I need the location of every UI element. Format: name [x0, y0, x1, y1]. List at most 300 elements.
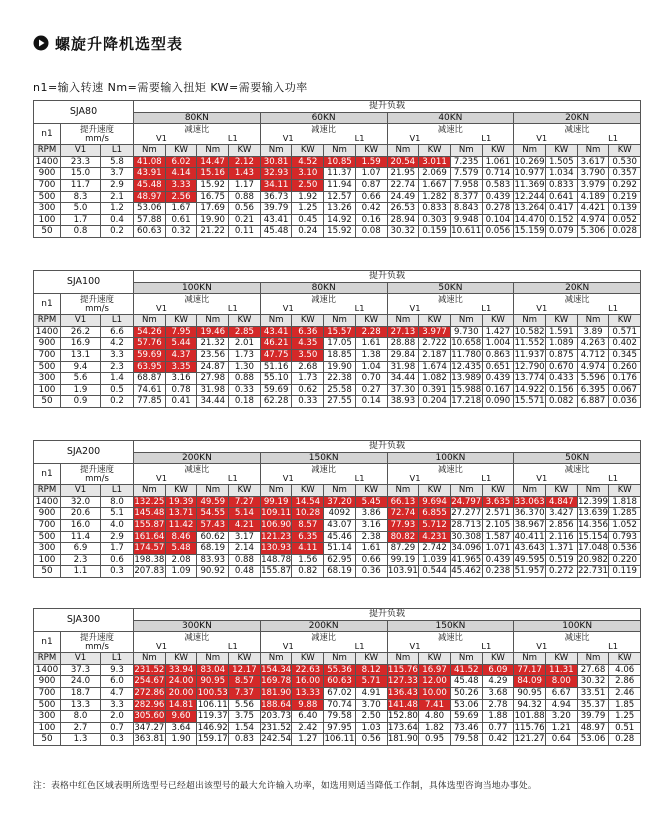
value-cell: 4.974	[577, 361, 609, 373]
value-cell: 90.92	[197, 566, 229, 578]
col-l1: L1	[101, 653, 134, 665]
ratio-text: 减速比	[437, 464, 463, 475]
value-cell: 2.722	[419, 338, 451, 350]
rpm-value: 300	[34, 543, 61, 555]
speed-v1: 20.6	[61, 508, 101, 520]
table-sja100	[33, 270, 640, 408]
col-l1: L1	[101, 315, 134, 327]
speed-label	[61, 124, 134, 145]
col-kw: KW	[229, 485, 261, 497]
highlighted-cell: 24.00	[165, 676, 197, 688]
value-cell: 0.82	[292, 566, 324, 578]
highlighted-cell: 9.60	[165, 711, 197, 723]
highlighted-cell: 57.76	[134, 338, 166, 350]
value-cell: 159.17	[197, 734, 228, 745]
value-cell: 3.89	[577, 326, 609, 338]
ratio-label	[260, 464, 387, 485]
ratio-l1: L1	[481, 641, 492, 652]
ratio-label	[134, 294, 261, 315]
highlighted-cell: 77.17	[514, 664, 546, 676]
col-nm: Nm	[324, 315, 356, 327]
value-cell: 49.595	[514, 554, 545, 565]
highlighted-cell: 99.19	[260, 496, 292, 508]
speed-l1: 0.7	[101, 722, 134, 734]
page-title: 螺旋升降机选型表	[55, 34, 184, 53]
value-cell: 10.582	[514, 326, 545, 337]
speed-l1: 0.6	[101, 554, 134, 566]
value-cell: 31.98	[387, 361, 419, 373]
col-kw: KW	[482, 653, 514, 665]
value-cell: 1.082	[419, 373, 451, 385]
value-cell: 45.48	[260, 226, 292, 238]
col-kw: KW	[229, 145, 261, 157]
load-value: 20KN	[514, 282, 641, 294]
value-cell: 43.41	[260, 214, 292, 226]
n1-label: n1	[34, 124, 61, 145]
highlighted-cell: 63.95	[134, 361, 166, 373]
value-cell: 39.79	[260, 203, 292, 215]
speed-v1: 23.3	[61, 156, 101, 168]
value-cell: 17.218	[451, 396, 482, 407]
value-cell: 0.875	[545, 349, 577, 361]
col-kw: KW	[545, 653, 577, 665]
highlighted-cell: 145.48	[134, 508, 165, 519]
highlighted-cell: 11.31	[545, 664, 577, 676]
ratio-l1: L1	[354, 473, 365, 484]
value-cell: 1.85	[609, 699, 641, 711]
value-cell: 10.977	[514, 168, 545, 179]
table-row	[34, 687, 641, 699]
value-cell: 0.544	[419, 566, 451, 578]
highlighted-cell: 14.81	[165, 699, 197, 711]
col-kw: KW	[165, 145, 197, 157]
highlighted-cell: 4.11	[292, 543, 324, 555]
value-cell: 0.11	[229, 226, 261, 238]
highlighted-cell: 2.85	[229, 326, 261, 338]
speed-v1: 8.3	[61, 191, 101, 203]
col-nm: Nm	[324, 145, 356, 157]
value-cell: 1.17	[229, 179, 261, 191]
value-cell: 0.42	[482, 734, 514, 746]
rpm-value: 300	[34, 373, 61, 385]
value-cell: 11.780	[451, 349, 482, 360]
speed-l1: 8.0	[101, 496, 134, 508]
value-cell: 12.244	[514, 191, 545, 202]
value-cell: 21.22	[197, 226, 229, 238]
speed-v1: 13.1	[61, 349, 101, 361]
value-cell: 2.105	[482, 519, 514, 531]
value-cell: 1.04	[355, 361, 387, 373]
value-cell: 1.674	[419, 361, 451, 373]
rpm-value: 700	[34, 179, 61, 191]
value-cell: 14.92	[324, 214, 356, 226]
value-cell: 7.958	[450, 179, 482, 191]
value-cell: 3.17	[229, 531, 261, 543]
ratio-v1: V1	[282, 303, 294, 314]
value-cell: 10.611	[451, 226, 482, 237]
value-cell: 14.356	[577, 519, 609, 530]
table-row	[34, 734, 641, 746]
value-cell: 43.643	[514, 543, 545, 554]
rpm-value: 300	[34, 203, 61, 215]
highlighted-cell: 3.011	[419, 156, 451, 168]
col-nm: Nm	[134, 653, 166, 665]
value-cell: 7.579	[450, 168, 482, 180]
rpm-value: 500	[34, 191, 61, 203]
value-cell: 0.66	[355, 191, 387, 203]
load-value: 80KN	[134, 112, 261, 124]
speed-v1: 37.3	[61, 664, 101, 676]
value-cell: 1.07	[355, 168, 387, 180]
value-cell: 6.395	[577, 384, 609, 396]
value-cell: 0.33	[292, 396, 324, 408]
value-cell: 3.617	[577, 156, 609, 168]
highlighted-cell: 46.21	[260, 338, 292, 350]
value-cell: 0.83	[229, 734, 261, 746]
value-cell: 5.306	[577, 226, 609, 238]
highlighted-cell: 4.231	[419, 531, 451, 543]
header-row	[34, 609, 641, 621]
value-cell: 0.439	[482, 554, 514, 566]
highlighted-cell: 4.52	[292, 156, 324, 168]
value-cell: 2.38	[355, 531, 387, 543]
ratio-label	[514, 294, 641, 315]
speed-l1: 3.7	[101, 168, 134, 180]
ratio-l1: L1	[354, 641, 365, 652]
speed-label	[61, 464, 134, 485]
value-cell: 74.61	[134, 384, 166, 396]
highlighted-cell: 33.063	[514, 496, 545, 507]
highlighted-cell: 3.10	[292, 168, 324, 180]
highlighted-cell: 7.37	[229, 687, 261, 699]
highlighted-cell: 5.14	[229, 508, 261, 520]
ratio-label	[134, 124, 261, 145]
ratio-label	[260, 632, 387, 653]
load-value: 20KN	[514, 112, 641, 124]
speed-l1: 2.0	[101, 711, 134, 723]
speed-v1: 11.4	[61, 531, 101, 543]
ratio-l1: L1	[481, 473, 492, 484]
speed-v1: 11.7	[61, 179, 101, 191]
value-cell: 53.06	[577, 734, 609, 746]
speed-l1: 5.8	[101, 156, 134, 168]
value-cell: 1.61	[355, 338, 387, 350]
value-cell: 68.19	[324, 566, 356, 578]
value-cell: 15.92	[197, 179, 229, 191]
table-row	[34, 543, 641, 555]
value-cell: 3.16	[355, 519, 387, 531]
highlighted-cell: 231.52	[134, 664, 165, 675]
table-row	[34, 664, 641, 676]
value-cell: 70.74	[324, 699, 356, 711]
value-cell: 27.98	[197, 373, 229, 385]
table-row	[34, 566, 641, 578]
table-row	[34, 508, 641, 520]
value-cell: 59.69	[450, 711, 482, 723]
table-row	[34, 519, 641, 531]
col-kw: KW	[419, 485, 451, 497]
highlighted-cell: 254.67	[134, 676, 165, 687]
value-cell: 12.435	[451, 361, 482, 372]
rpm-value: 1400	[34, 664, 61, 676]
value-cell: 0.090	[482, 396, 514, 408]
highlighted-cell: 132.25	[134, 496, 165, 507]
value-cell: 12.399	[577, 496, 609, 507]
col-kw: KW	[292, 485, 324, 497]
speed-l1: 4.7	[101, 687, 134, 699]
speed-v1: 18.7	[61, 687, 101, 699]
value-cell: 22.38	[324, 373, 356, 385]
highlighted-cell: 181.90	[261, 687, 292, 698]
value-cell: 3.86	[355, 508, 387, 520]
col-kw: KW	[355, 145, 387, 157]
table-row	[34, 179, 641, 191]
value-cell: 0.651	[482, 361, 514, 373]
value-cell: 2.571	[482, 508, 514, 520]
value-cell: 19.90	[197, 214, 229, 226]
value-cell: 1.285	[609, 508, 641, 520]
highlighted-cell: 109.11	[261, 508, 292, 519]
ratio-v1: V1	[156, 473, 167, 484]
col-rpm: RPM	[34, 653, 61, 665]
rpm-value: 300	[34, 711, 61, 723]
highlighted-cell: 136.43	[387, 687, 418, 698]
table-row	[34, 384, 641, 396]
highlighted-cell: 54.26	[134, 326, 166, 338]
load-value: 150KN	[387, 620, 514, 632]
highlighted-cell: 100.53	[197, 687, 228, 698]
highlighted-cell: 5.712	[419, 519, 451, 531]
value-cell: 6.40	[292, 711, 324, 723]
value-cell: 0.119	[609, 566, 641, 578]
value-cell: 5.56	[229, 699, 261, 711]
speed-l1: 0.5	[101, 384, 134, 396]
highlighted-cell: 188.64	[261, 699, 292, 710]
value-cell: 60.62	[197, 531, 229, 543]
load-value: 50KN	[514, 452, 641, 464]
model-name: SJA300	[34, 609, 134, 632]
ratio-v1: V1	[536, 303, 548, 314]
value-cell: 2.42	[292, 722, 324, 734]
value-cell: 6.67	[545, 687, 577, 699]
speed-v1: 13.3	[61, 699, 101, 711]
highlighted-cell: 2.12	[229, 156, 261, 168]
value-cell: 119.37	[197, 711, 228, 722]
highlighted-cell: 12.17	[229, 664, 261, 676]
load-value: 150KN	[260, 452, 387, 464]
value-cell: 0.14	[355, 396, 387, 408]
value-cell: 11.937	[514, 349, 545, 360]
value-cell: 19.90	[324, 361, 356, 373]
value-cell: 1.371	[545, 543, 577, 555]
table-row	[34, 338, 641, 350]
value-cell: 0.714	[482, 168, 514, 180]
speed-l1: 0.4	[101, 214, 134, 226]
table-row	[34, 156, 641, 168]
speed-v1: 5.6	[61, 373, 101, 385]
highlighted-cell: 155.87	[134, 519, 165, 530]
selection-table	[33, 440, 641, 578]
value-cell: 62.95	[324, 554, 356, 566]
highlighted-cell: 22.63	[292, 664, 324, 676]
speed-v1: 1.3	[61, 734, 101, 746]
load-value: 100KN	[514, 620, 641, 632]
value-cell: 1.052	[609, 519, 641, 531]
speed-unit: mm/s	[85, 641, 109, 652]
highlighted-cell: 6.855	[419, 508, 451, 520]
value-cell: 0.357	[609, 168, 641, 180]
table-row	[34, 203, 641, 215]
value-cell: 0.28	[609, 734, 641, 746]
highlighted-cell: 27.13	[387, 326, 419, 338]
value-cell: 4.94	[545, 699, 577, 711]
value-cell: 17.69	[197, 203, 229, 215]
col-nm: Nm	[577, 653, 609, 665]
value-cell: 13.639	[577, 508, 609, 519]
column-header-row	[34, 653, 641, 665]
speed-v1: 0.8	[61, 226, 101, 238]
value-cell: 28.713	[451, 519, 482, 530]
ratio-row	[34, 294, 641, 315]
ratio-l1: L1	[608, 641, 619, 652]
col-kw: KW	[355, 485, 387, 497]
value-cell: 68.87	[134, 373, 166, 385]
value-cell: 4.421	[577, 203, 609, 215]
value-cell: 2.68	[292, 361, 324, 373]
table-row	[34, 373, 641, 385]
highlighted-cell: 15.57	[324, 326, 356, 338]
ratio-v1: V1	[156, 641, 167, 652]
model-name: SJA80	[34, 101, 134, 124]
value-cell: 2.08	[165, 554, 197, 566]
load-value: 100KN	[387, 452, 514, 464]
selection-table	[33, 608, 641, 746]
value-cell: 34.44	[197, 396, 229, 408]
value-cell: 0.104	[482, 214, 514, 226]
value-cell: 0.345	[609, 349, 641, 361]
speed-v1: 26.2	[61, 326, 101, 338]
table-row	[34, 349, 641, 361]
highlighted-cell: 1.43	[229, 168, 261, 180]
highlighted-cell: 6.35	[292, 531, 324, 543]
speed-l1: 0.2	[101, 396, 134, 408]
value-cell: 0.536	[609, 543, 641, 555]
highlighted-cell: 7.41	[419, 699, 451, 711]
ratio-v1: V1	[409, 641, 421, 652]
value-cell: 0.88	[229, 191, 261, 203]
value-cell: 1.03	[355, 722, 387, 734]
value-cell: 0.204	[419, 396, 451, 408]
ratio-l1: L1	[227, 303, 238, 314]
col-kw: KW	[545, 485, 577, 497]
col-nm: Nm	[450, 315, 482, 327]
value-cell: 14.470	[514, 214, 545, 225]
value-cell: 0.530	[609, 156, 641, 168]
highlighted-cell: 5.48	[165, 543, 197, 555]
value-cell: 39.79	[577, 711, 609, 723]
value-cell: 207.83	[134, 566, 165, 577]
value-cell: 1.09	[165, 566, 197, 578]
value-cell: 37.30	[387, 384, 419, 396]
highlighted-cell: 49.59	[197, 496, 229, 508]
value-cell: 1.089	[545, 338, 577, 350]
table-row	[34, 214, 641, 226]
value-cell: 8.843	[450, 203, 482, 215]
highlighted-cell: 20.00	[165, 687, 197, 699]
highlighted-cell: 174.57	[134, 543, 165, 554]
value-cell: 0.21	[229, 214, 261, 226]
value-cell: 1.034	[545, 168, 577, 180]
value-cell: 0.219	[609, 191, 641, 203]
value-cell: 4.974	[577, 214, 609, 226]
highlighted-cell: 19.39	[165, 496, 197, 508]
header-row	[34, 271, 641, 283]
value-cell: 13.26	[324, 203, 356, 215]
col-nm: Nm	[260, 145, 292, 157]
speed-l1: 4.0	[101, 519, 134, 531]
value-cell: 0.77	[482, 722, 514, 734]
value-cell: 1.282	[419, 191, 451, 203]
value-cell: 30.32	[387, 226, 419, 238]
value-cell: 23.56	[197, 349, 229, 361]
speed-l1: 1.2	[101, 203, 134, 215]
col-kw: KW	[609, 653, 641, 665]
col-nm: Nm	[260, 485, 292, 497]
value-cell: 0.863	[482, 349, 514, 361]
value-cell: 0.88	[229, 373, 261, 385]
highlighted-cell: 141.48	[387, 699, 418, 710]
ratio-label	[514, 124, 641, 145]
ratio-l1: L1	[481, 303, 492, 314]
speed-v1: 24.0	[61, 676, 101, 688]
rpm-value: 900	[34, 338, 61, 350]
highlighted-cell: 30.81	[260, 156, 292, 168]
col-rpm: RPM	[34, 145, 61, 157]
value-cell: 1.92	[292, 191, 324, 203]
col-v1: V1	[61, 653, 101, 665]
value-cell: 0.08	[355, 226, 387, 238]
rpm-value: 700	[34, 687, 61, 699]
table-row	[34, 226, 641, 238]
highlighted-cell: 3.35	[165, 361, 197, 373]
highlighted-cell: 6.09	[482, 664, 514, 676]
speed-l1: 3.3	[101, 349, 134, 361]
value-cell: 11.94	[324, 179, 356, 191]
col-kw: KW	[609, 145, 641, 157]
highlighted-cell: 127.33	[387, 676, 418, 687]
value-cell: 3.427	[545, 508, 577, 520]
rpm-value: 500	[34, 361, 61, 373]
highlighted-cell: 106.90	[261, 519, 292, 530]
value-cell: 2.78	[482, 699, 514, 711]
value-cell: 0.292	[609, 179, 641, 191]
ratio-v1: V1	[536, 473, 548, 484]
load-value: 60KN	[260, 112, 387, 124]
ratio-text: 减速比	[311, 464, 337, 475]
value-cell: 0.082	[545, 396, 577, 408]
highlighted-cell: 4.21	[229, 519, 261, 531]
highlighted-cell: 20.54	[387, 156, 419, 168]
legend-line: n1=输入转速 Nm=需要输入扭矩 KW=需要输入功率	[33, 81, 308, 94]
ratio-text: 减速比	[184, 294, 210, 305]
highlighted-cell: 8.12	[355, 664, 387, 676]
value-cell: 29.84	[387, 349, 419, 361]
highlighted-cell: 2.56	[165, 191, 197, 203]
value-cell: 67.02	[324, 687, 356, 699]
speed-unit: mm/s	[85, 133, 109, 144]
ratio-label	[260, 294, 387, 315]
highlighted-cell: 19.46	[197, 326, 229, 338]
